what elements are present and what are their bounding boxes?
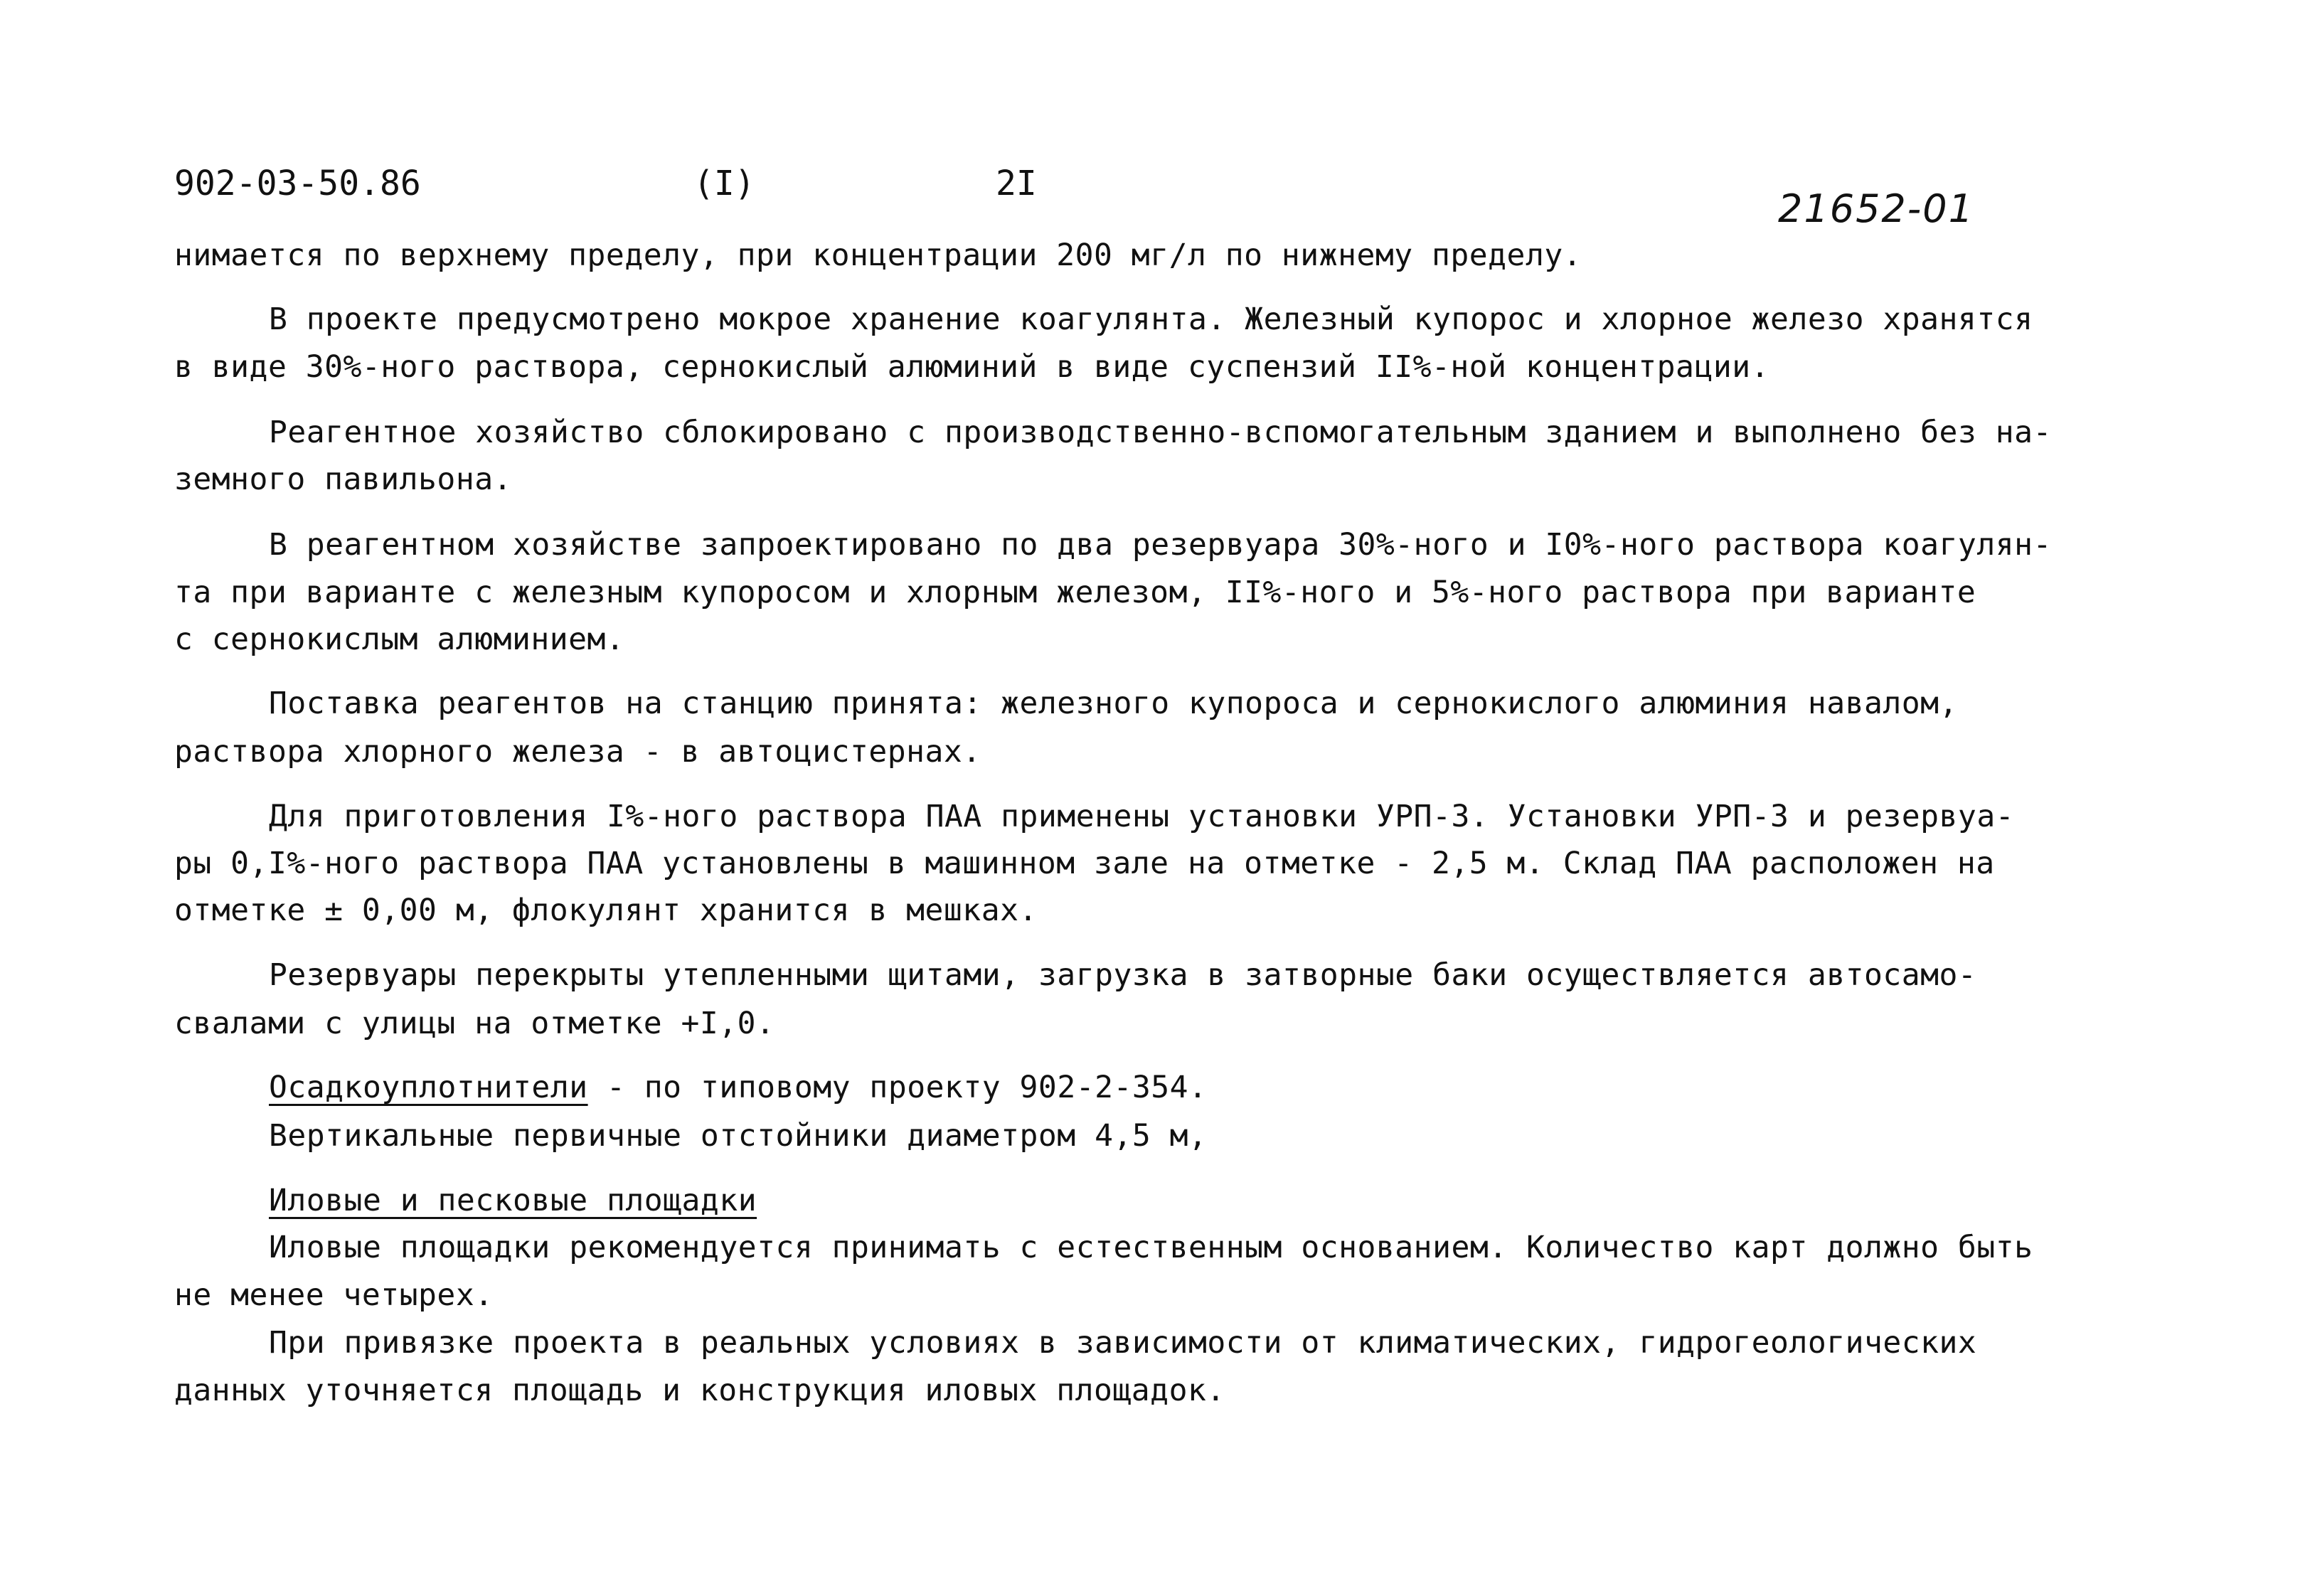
text-line: ры 0,I%-ного раствора ПАА установлены в машинном зале на отметке - 2,5 м. Склад ПАА расположен на — [174, 846, 1995, 881]
text-line — [269, 1070, 1208, 1105]
document-code: 902-03-50.86 — [174, 164, 421, 203]
text-line: данных уточняется площадь и конструкция иловых площадок. — [174, 1373, 1225, 1408]
text-line: раствора хлорного железа - в автоцистернах. — [174, 734, 981, 770]
section-heading: Осадкоуплотнители — [269, 1070, 588, 1105]
text-line: в виде 30%-ного раствора, сернокислый алюминий в виде суспензий II%-ной концентрации. — [174, 349, 1769, 385]
text-line: не менее четырех. — [174, 1277, 494, 1313]
text-line: та при варианте с железным купоросом и хлорным железом, II%-ного и 5%-ного раствора при варианте — [174, 575, 1976, 610]
text-line: Реагентное хозяйство сблокировано с производственно-вспомогательным зданием и выполнено без на- — [269, 415, 2052, 450]
section-heading: Иловые и песковые площадки — [269, 1183, 757, 1218]
text-line: свалами с улицы на отметке +I,0. — [174, 1006, 775, 1041]
text-line: Для приготовления I%-ного раствора ПАА применены установки УРП-3. Установки УРП-3 и резервуа- — [269, 799, 2015, 834]
text-line: В реагентном хозяйстве запроектировано по два резервуара 30%-ного и I0%-ного раствора коагулян- — [269, 527, 2052, 563]
text-line: нимается по верхнему пределу, при концентрации 200 мг/л по нижнему пределу. — [174, 238, 1582, 273]
text-line: земного павильона. — [174, 462, 512, 497]
page-number: 2I — [996, 164, 1037, 203]
text-line: Иловые площадки рекомендуется принимать с естественным основанием. Количество карт должно быть — [269, 1230, 2033, 1265]
text-line: В проекте предусмотрено мокрое хранение коагулянта. Железный купорос и хлорное железо хранятся — [269, 302, 2033, 337]
sheet-marker: (I) — [693, 164, 755, 203]
text-line: Резервуары перекрыты утепленными щитами, загрузка в затворные баки осуществляется автосамо- — [269, 957, 1977, 993]
archive-number: 21652-01 — [1778, 186, 1974, 231]
text-line: Поставка реагентов на станцию принята: железного купороса и сернокислого алюминия навалом, — [269, 686, 1958, 721]
text-line — [269, 1183, 757, 1218]
text-line: с сернокислым алюминием. — [174, 622, 625, 657]
text-line: отметке ± 0,00 м, флокулянт хранится в мешках. — [174, 893, 1038, 928]
section-heading-text: - по типовому проекту 902-2-354. — [587, 1070, 1208, 1105]
text-line: Вертикальные первичные отстойники диаметром 4,5 м, — [269, 1118, 1208, 1154]
text-line: При привязке проекта в реальных условиях в зависимости от климатических, гидрогеологических — [269, 1325, 1977, 1361]
